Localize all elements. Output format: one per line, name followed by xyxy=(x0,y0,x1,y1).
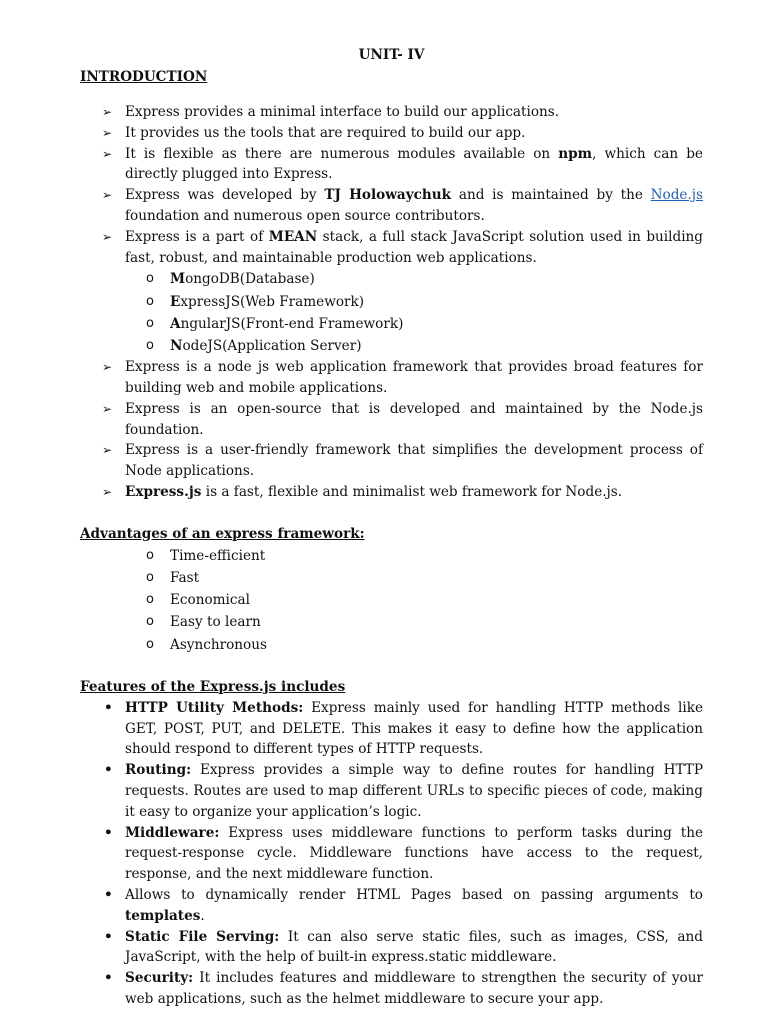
list-item: o NodeJS(Application Server) xyxy=(80,335,703,357)
list-item: ➢ Express was developed by TJ Holowaychuk and is maintained by the Node.js foundation and numerous open source contributors. xyxy=(102,187,703,224)
unit-title: UNIT- IV xyxy=(358,47,425,63)
intro-more-list xyxy=(80,357,703,503)
arrow-bullet-icon: ➢ xyxy=(102,443,113,458)
list-item: ➢ Express is a part of MEAN stack, a full stack JavaScript solution used in building fast, robust, and maintainable production web applications. xyxy=(102,228,703,266)
list-item: o Fast xyxy=(80,567,703,589)
list-item: o Economical xyxy=(80,589,703,611)
advantages-heading: Advantages of an express framework: xyxy=(80,525,365,542)
page-content xyxy=(80,44,703,1010)
list-item: o MongoDB(Database) xyxy=(80,268,703,290)
mean-stack-list xyxy=(80,268,703,357)
circle-bullet-icon: o xyxy=(146,636,154,652)
dot-bullet-icon: • xyxy=(104,762,113,779)
arrow-bullet-icon: ➢ xyxy=(102,188,113,203)
arrow-bullet-icon: ➢ xyxy=(102,484,113,499)
dot-bullet-icon: • xyxy=(104,824,113,841)
list-item: • Routing: Express provides a simple way to define routes for handling HTTP requests. Routes are used to map different URLs to specific pieces of code, making it easy to organize your application’s logic. xyxy=(104,762,703,820)
list-item: • Middleware: Express uses middleware functions to perform tasks during the request-response cycle. Middleware functions have access to the request, response, and the next middleware function. xyxy=(104,824,703,883)
list-item: o ExpressJS(Web Framework) xyxy=(80,291,703,313)
circle-bullet-icon: o xyxy=(146,569,154,585)
intro-list xyxy=(80,102,703,268)
list-item: ➢ Express provides a minimal interface to build our applications. xyxy=(80,102,703,123)
list-item: ➢ It provides us the tools that are required to build our app. xyxy=(80,123,703,144)
dot-bullet-icon: • xyxy=(104,928,113,945)
circle-bullet-icon: o xyxy=(146,315,154,331)
dot-bullet-icon: • xyxy=(104,699,113,716)
circle-bullet-icon: o xyxy=(146,547,154,563)
circle-bullet-icon: o xyxy=(146,337,154,353)
list-item: o AngularJS(Front-end Framework) xyxy=(80,313,703,335)
dot-bullet-icon: • xyxy=(104,970,113,987)
dot-bullet-icon: • xyxy=(104,886,113,903)
arrow-bullet-icon: ➢ xyxy=(102,146,113,161)
nodejs-link[interactable]: Node.js xyxy=(650,187,703,204)
list-item: o Time-efficient xyxy=(80,545,703,567)
list-item: • HTTP Utility Methods: Express mainly used for handling HTTP methods like GET, POST, PUT, and DELETE. This makes it easy to define how the application should respond to different types of HTTP requests. xyxy=(104,699,703,758)
list-item: ➢ Express is a node js web application framework that provides broad features for building web and mobile applications. xyxy=(102,359,703,396)
list-item: o Asynchronous xyxy=(80,634,703,656)
features-list xyxy=(80,698,703,1010)
list-item: • Static File Serving: It can also serve static files, such as images, CSS, and JavaScript, with the help of built-in express.static middleware. xyxy=(104,928,703,966)
arrow-bullet-icon: ➢ xyxy=(102,105,113,119)
list-item: • Security: It includes features and middleware to strengthen the security of your web applications, such as the helmet middleware to secure your app. xyxy=(104,970,703,1007)
arrow-bullet-icon: ➢ xyxy=(102,125,113,140)
features-heading: Features of the Express.js includes xyxy=(80,678,346,695)
arrow-bullet-icon: ➢ xyxy=(102,401,113,416)
list-item: ➢ Express.js is a fast, flexible and minimalist web framework for Node.js. xyxy=(80,482,703,503)
list-item: ➢ Express is a user-friendly framework that simplifies the development process of Node applications. xyxy=(102,442,703,480)
circle-bullet-icon: o xyxy=(146,293,154,309)
arrow-bullet-icon: ➢ xyxy=(102,229,113,244)
list-item: ➢ Express is an open-source that is developed and maintained by the Node.js foundation. xyxy=(102,400,703,438)
circle-bullet-icon: o xyxy=(146,592,154,608)
list-item: • Allows to dynamically render HTML Pages based on passing arguments to templates. xyxy=(104,886,703,924)
introduction-heading: INTRODUCTION xyxy=(80,69,208,85)
list-item: ➢ It is flexible as there are numerous modules available on npm, which can be directly plugged into Express. xyxy=(102,145,703,183)
arrow-bullet-icon: ➢ xyxy=(102,360,113,375)
circle-bullet-icon: o xyxy=(146,271,154,287)
list-item: o Easy to learn xyxy=(80,611,703,633)
advantages-list xyxy=(80,545,703,656)
circle-bullet-icon: o xyxy=(146,614,154,630)
